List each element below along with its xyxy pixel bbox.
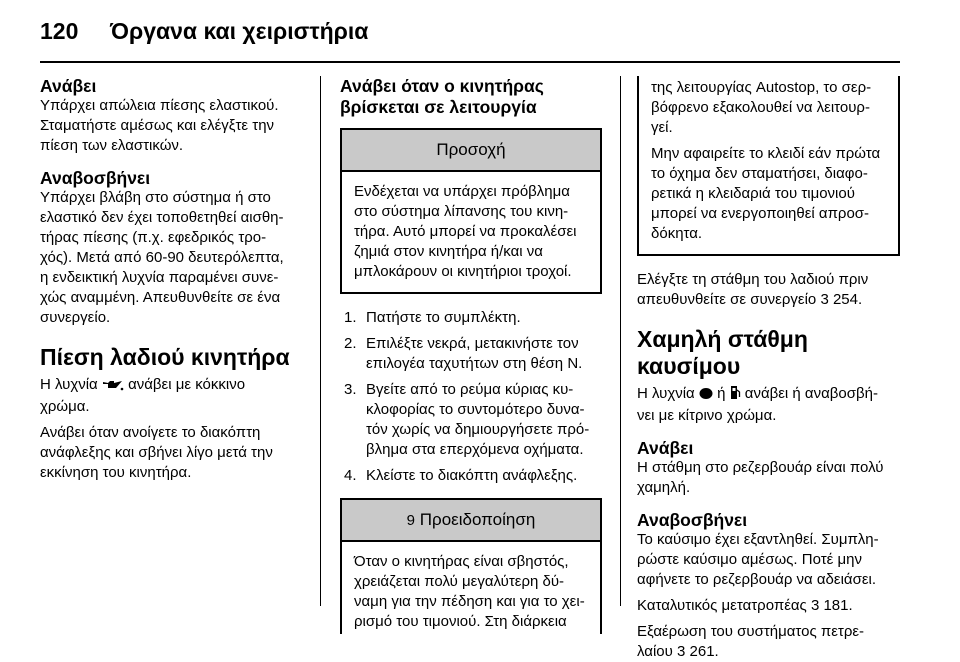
text-line: στο σύστημα λίπανσης του κινη- bbox=[354, 203, 569, 220]
paragraph-evap bbox=[637, 622, 900, 662]
heading-line: Ανάβει όταν ο κινητήρας bbox=[340, 76, 544, 96]
text-line: τήρα. Αυτό μπορεί να προκαλέσει bbox=[354, 223, 577, 240]
oil-can-icon bbox=[102, 377, 124, 397]
page-reference-icon: 3 bbox=[820, 291, 829, 308]
section-heading-low-fuel: Χαμηλή στάθμη καυσίμου bbox=[637, 326, 808, 379]
text-line bbox=[40, 375, 312, 397]
step-number: 3. bbox=[344, 381, 357, 398]
warning-title-text: Προειδοποίηση bbox=[419, 510, 536, 529]
text-line: αφήνετε το ρεζερβουάρ να αδειάσει. bbox=[637, 571, 877, 588]
text-line: Κλείστε το διακόπτη ανάφλεξης. bbox=[366, 467, 578, 484]
section-heading-blink: Αναβοσβήνει bbox=[40, 168, 151, 188]
text-line: νει με κίτρινο χρώμα. bbox=[637, 407, 777, 424]
section-heading-on: Ανάβει bbox=[637, 438, 694, 458]
text-line: επιλογέα ταχυτήτων στη θέση N. bbox=[366, 355, 583, 372]
column-divider-1 bbox=[320, 76, 321, 606]
step-number: 4. bbox=[344, 467, 357, 484]
paragraph-oil-lamp bbox=[40, 375, 312, 417]
text-line: ελαστικό δεν έχει τοποθετηθεί αισθη- bbox=[40, 209, 284, 226]
text-line: Όταν ο κινητήρας είναι σβηστός, bbox=[354, 553, 569, 570]
text-line: Ενδέχεται να υπάρχει πρόβλημα bbox=[354, 183, 570, 200]
text-fragment: Η λυχνία bbox=[40, 376, 98, 393]
filled-circle-icon bbox=[699, 386, 713, 406]
caution-body bbox=[342, 172, 600, 292]
text-line: χρώμα. bbox=[40, 398, 90, 415]
list-item bbox=[340, 466, 602, 486]
text-line: Εξαέρωση του συστήματος πετρε- bbox=[637, 623, 865, 640]
section-heading-oil-pressure: Πίεση λαδιού κινητήρα bbox=[40, 344, 290, 370]
text-line bbox=[637, 642, 900, 662]
text-fragment: λαίου bbox=[637, 643, 673, 660]
text-line: συνεργείο. bbox=[40, 309, 111, 326]
warning-body-continued bbox=[639, 76, 898, 254]
text-line: χρειάζεται πολύ μεγαλύτερη δύ- bbox=[354, 573, 565, 590]
page-reference-icon: 3 bbox=[677, 643, 686, 660]
text-line: Επιλέξτε νεκρά, μετακινήστε τον bbox=[366, 335, 579, 352]
text-line: Σταματήστε αμέσως και ελέγξτε την bbox=[40, 117, 275, 134]
list-item bbox=[340, 380, 602, 460]
text-line: ναμη για την πέδηση και για το χει- bbox=[354, 593, 585, 610]
paragraph-check-oil bbox=[637, 270, 900, 310]
paragraph-system-fault bbox=[40, 188, 312, 328]
text-line: Το καύσιμο έχει εξαντληθεί. Συμπλη- bbox=[637, 531, 879, 548]
page-reference[interactable]: 254. bbox=[832, 291, 863, 308]
text-line: μπορεί να ενεργοποιηθεί απροσ- bbox=[651, 205, 870, 222]
text-line: ρισμό του τιμονιού. Στη διάρκεια bbox=[354, 613, 567, 630]
heading-line: βρίσκεται σε λειτουργία bbox=[340, 97, 537, 117]
step-number: 2. bbox=[344, 335, 357, 352]
text-line: ζημιά στον κινητήρα ή/και να bbox=[354, 243, 543, 260]
section-heading-engine-running bbox=[340, 76, 602, 118]
text-fragment: ή bbox=[717, 385, 726, 402]
paragraph-fuel-empty bbox=[637, 530, 900, 590]
column-1 bbox=[40, 76, 312, 483]
text-line: το όχημα δεν σταματήσει, διαφο- bbox=[651, 165, 868, 182]
text-line: Βγείτε από το ρεύμα κύριας κυ- bbox=[366, 381, 574, 398]
text-line: ανάφλεξης και σβήνει λίγο μετά την bbox=[40, 444, 273, 461]
header-rule bbox=[40, 61, 900, 63]
text-fragment: Η λυχνία bbox=[637, 385, 695, 402]
text-line: βλημα στα επερχόμενα οχήματα. bbox=[366, 441, 584, 458]
caution-title: Προσοχή bbox=[342, 130, 600, 172]
text-line: η ενδεικτική λυχνία παραμένει συνε- bbox=[40, 269, 279, 286]
text-line: εκκίνηση του κινητήρα. bbox=[40, 464, 192, 481]
page-title: Όργανα και χειριστήρια bbox=[110, 18, 369, 44]
paragraph-catalytic bbox=[637, 596, 900, 616]
column-divider-2 bbox=[620, 76, 621, 606]
page-reference[interactable]: 261. bbox=[689, 643, 719, 660]
page-reference[interactable]: 181. bbox=[823, 597, 853, 614]
text-line: Υπάρχει απώλεια πίεσης ελαστικού. bbox=[40, 97, 279, 114]
text-line: κλοφορίας το συντομότερο δυνα- bbox=[366, 401, 585, 418]
text-line: Ανάβει όταν ανοίγετε το διακόπτη bbox=[40, 424, 261, 441]
text-line: τόν χωρίς να δημιουργήσετε πρό- bbox=[366, 421, 590, 438]
text-line: ρετικά η κλειδαριά του τιμονιού bbox=[651, 185, 855, 202]
text-fragment: Καταλυτικός μετατροπέας bbox=[637, 597, 807, 614]
text-line: μπλοκάρουν οι κινητήριοι τροχοί. bbox=[354, 263, 572, 280]
text-line: δόκητα. bbox=[651, 225, 703, 242]
page-reference-icon: 3 bbox=[810, 597, 820, 614]
text-fragment: απευθυνθείτε σε συνεργείο bbox=[637, 291, 817, 308]
section-heading-blink: Αναβοσβήνει bbox=[637, 510, 748, 530]
paragraph-pressure-loss bbox=[40, 96, 312, 156]
text-line: πίεση των ελαστικών. bbox=[40, 137, 184, 154]
text-line: Πατήστε το συμπλέκτη. bbox=[366, 309, 521, 326]
text-line: Η στάθμη στο ρεζερβουάρ είναι πολύ bbox=[637, 459, 884, 476]
section-heading-on: Ανάβει bbox=[40, 76, 97, 96]
text-line bbox=[637, 290, 900, 310]
text-line: γεί. bbox=[651, 119, 673, 136]
text-line: τήρας πίεσης (π.χ. εφεδρικός τρο- bbox=[40, 229, 267, 246]
warning-triangle-icon: 9 bbox=[406, 512, 416, 529]
page-number: 120 bbox=[40, 18, 79, 44]
steps-list bbox=[340, 308, 602, 486]
text-line: Ελέγξτε τη στάθμη του λαδιού πριν bbox=[637, 271, 869, 288]
warning-box bbox=[340, 498, 602, 634]
warning-title bbox=[342, 500, 600, 542]
text-line: Μην αφαιρείτε το κλειδί εάν πρώτα bbox=[651, 145, 881, 162]
text-line: βόφρενο εξακολουθεί να λειτουρ- bbox=[651, 99, 870, 116]
list-item bbox=[340, 308, 602, 328]
caution-box bbox=[340, 128, 602, 294]
warning-box-continued bbox=[637, 76, 900, 256]
list-item bbox=[340, 334, 602, 374]
text-line: Υπάρχει βλάβη στο σύστημα ή στο bbox=[40, 189, 271, 206]
fuel-pump-icon bbox=[730, 385, 741, 406]
text-line: χώς αναμμένη. Απευθυνθείτε σε ένα bbox=[40, 289, 281, 306]
text-line: χαμηλή. bbox=[637, 479, 691, 496]
text-fragment: ανάβει με κόκκινο bbox=[128, 376, 246, 393]
paragraph-fuel-lamp bbox=[637, 384, 900, 426]
text-fragment: ανάβει ή αναβοσβή- bbox=[744, 385, 878, 402]
text-line bbox=[637, 384, 900, 406]
column-3 bbox=[637, 76, 900, 662]
text-line: χός). Μετά από 60-90 δευτερόλεπτα, bbox=[40, 249, 284, 266]
step-number: 1. bbox=[344, 309, 357, 326]
text-line: της λειτουργίας Autostop, το σερ- bbox=[651, 79, 872, 96]
text-line: ρώστε καύσιμο αμέσως. Ποτέ μην bbox=[637, 551, 862, 568]
paragraph-tank-low bbox=[637, 458, 900, 498]
paragraph-oil-lamp-behavior bbox=[40, 423, 312, 483]
column-2 bbox=[340, 76, 602, 634]
warning-body bbox=[342, 542, 600, 634]
